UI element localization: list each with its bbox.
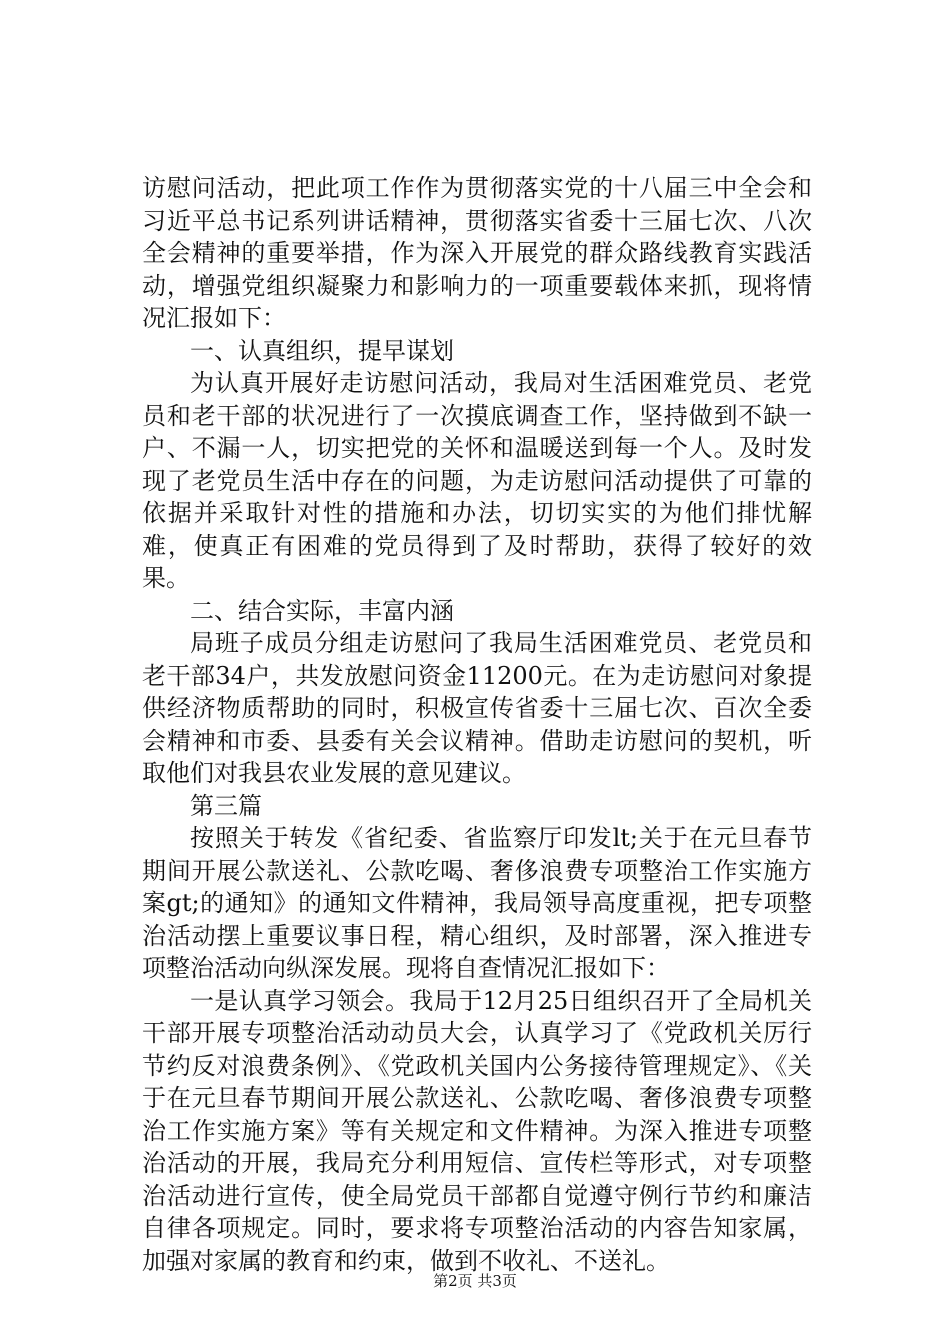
paragraph-section-2: 局班子成员分组走访慰问了我局生活困难党员、老党员和老干部34户，共发放慰问资金11200元。在为走访慰问对象提供经济物质帮助的同时，积极宣传省委十三届七次、百次全委会精神和市委、县委有关会议精神。借助走访慰问的契机，听取他们对我县农业发展的意见建议。: [142, 629, 812, 787]
page-number-footer: 第2页 共3页: [433, 1272, 517, 1290]
document-body: [142, 172, 812, 1277]
section-heading-2: 二、结合实际，丰富内涵: [190, 596, 454, 625]
paragraph-article-intro: 按照关于转发《省纪委、省监察厅印发lt;关于在元旦春节期间开展公款送礼、公款吃喝、奢侈浪费专项整治工作实施方案gt;的通知》的通知文件精神，我局领导高度重视，把专项整治活动摆上重要议事日程，精心组织，及时部署，深入推进专项整治活动向纵深发展。现将自查情况汇报如下：: [142, 824, 812, 982]
paragraph-study: 一是认真学习领会。我局于12月25日组织召开了全局机关干部开展专项整治活动动员大会，认真学习了《党政机关厉行节约反对浪费条例》、《党政机关国内公务接待管理规定》、《关于在元旦春节期间开展公款送礼、公款吃喝、奢侈浪费专项整治工作实施方案》等有关规定和文件精神。为深入推进专项整治活动的开展，我局充分利用短信、宣传栏等形式，对专项整治活动进行宣传，使全局党员干部都自觉遵守例行节约和廉洁自律各项规定。同时，要求将专项整治活动的内容告知家属，加强对家属的教育和约束，做到不收礼、不送礼。: [142, 986, 812, 1275]
paragraph-intro: 访慰问活动，把此项工作作为贯彻落实党的十八届三中全会和习近平总书记系列讲话精神，贯彻落实省委十三届七次、八次全会精神的重要举措，作为深入开展党的群众路线教育实践活动，增强党组织凝聚力和影响力的一项重要载体来抓，现将情况汇报如下：: [142, 174, 812, 332]
section-heading-1: 一、认真组织，提早谋划: [190, 336, 454, 365]
article-heading: 第三篇: [190, 791, 262, 820]
paragraph-section-1: 为认真开展好走访慰问活动，我局对生活困难党员、老党员和老干部的状况进行了一次摸底调查工作，坚持做到不缺一户、不漏一人，切实把党的关怀和温暖送到每一个人。及时发现了老党员生活中存在的问题，为走访慰问活动提供了可靠的依据并采取针对性的措施和办法，切切实实的为他们排忧解难，使真正有困难的党员得到了及时帮助，获得了较好的效果。: [142, 369, 812, 592]
